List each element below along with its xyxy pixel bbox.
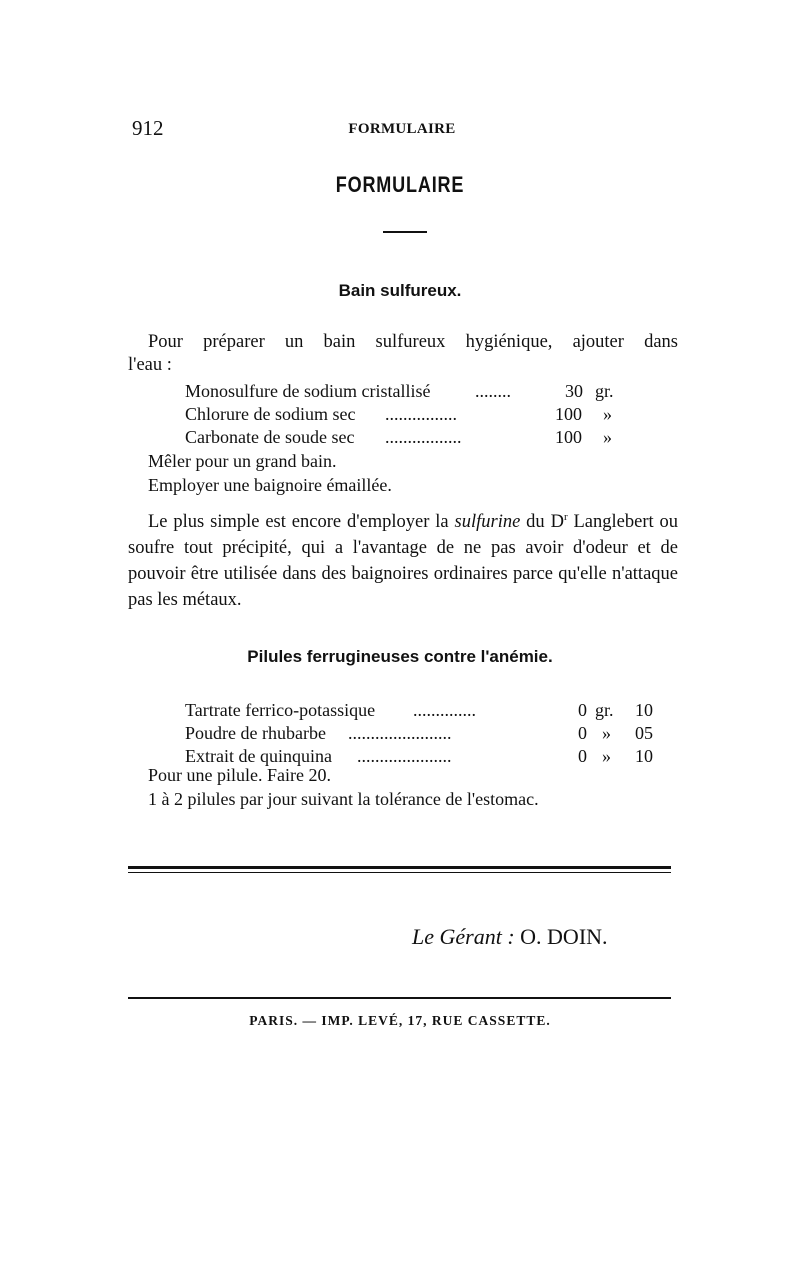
gerant-signature — [412, 924, 608, 950]
ingredient-name: Chlorure de sodium sec — [185, 404, 356, 424]
ingredient-decimal: 10 — [635, 746, 653, 766]
note-superscript: r — [563, 511, 568, 523]
page-number: 912 — [132, 116, 164, 140]
intro-paragraph — [128, 329, 678, 378]
intro-line-1: Pour préparer un bain sulfureux hygiénique, ajouter dans — [148, 332, 678, 352]
leader-dots: ................ — [385, 404, 457, 424]
bottom-rule — [128, 997, 671, 999]
instruction-line: Mêler pour un grand bain. — [148, 451, 337, 471]
ingredient-qty: 0 — [578, 700, 587, 720]
section-title-bain: Bain sulfureux. — [338, 281, 462, 300]
ingredient-unit: gr. — [595, 700, 614, 720]
instruction-line: Employer une baignoire émaillée. — [148, 475, 392, 495]
note-text-after: Langlebert ou soufre tout précipité, qui a l'avantage de ne pas avoir d'odeur et de pouvoir être utilisée dans des baignoires ordinaires parce qu'elle n'attaque pas les métaux. — [128, 512, 679, 611]
leader-dots: ................. — [385, 427, 462, 447]
ingredient-unit: » — [602, 723, 611, 743]
double-rule-divider — [128, 866, 671, 873]
gerant-name: O. DOIN. — [520, 924, 608, 949]
leader-dots: .............. — [413, 700, 476, 720]
section-title-pilules: Pilules ferrugineuses contre l'anémie. — [247, 647, 553, 666]
ingredient-decimal: 05 — [635, 723, 653, 743]
leader-dots: ..................... — [357, 746, 452, 766]
ingredient-unit: » — [603, 427, 612, 447]
ingredient-name: Extrait de quinquina — [185, 746, 332, 766]
leader-dots: ........ — [475, 381, 511, 401]
ingredient-unit: gr. — [595, 381, 614, 401]
page-header — [132, 116, 672, 146]
ingredient-qty: 0 — [578, 746, 587, 766]
ingredient-name: Poudre de rhubarbe — [185, 723, 326, 743]
ingredient-unit: » — [602, 746, 611, 766]
ingredient-name: Tartrate ferrico-potassique — [185, 700, 376, 720]
main-title: FORMULAIRE — [335, 172, 465, 197]
leader-dots: ....................... — [348, 723, 452, 743]
note-text-before: Le plus simple est encore d'employer la — [148, 512, 455, 533]
instruction-line: Pour une pilule. Faire 20. — [148, 765, 331, 785]
title-rule — [383, 231, 427, 233]
ingredient-decimal: 10 — [635, 700, 653, 720]
ingredient-unit: » — [603, 404, 612, 424]
ingredient-qty: 0 — [578, 723, 587, 743]
instructions-pilules — [148, 763, 539, 811]
gerant-label: Le Gérant : — [412, 924, 515, 949]
ingredient-qty: 100 — [555, 404, 582, 424]
instruction-line: 1 à 2 pilules par jour suivant la tolérance de l'estomac. — [148, 789, 539, 809]
note-text-middle: du D — [520, 512, 564, 533]
instructions-bain — [148, 449, 392, 497]
running-head: FORMULAIRE — [348, 121, 456, 137]
note-paragraph — [128, 504, 678, 613]
ingredient-name: Monosulfure de sodium cristallisé — [185, 381, 431, 401]
ingredient-qty: 100 — [555, 427, 582, 447]
intro-line-2: l'eau : — [128, 355, 172, 375]
ingredient-name: Carbonate de soude sec — [185, 427, 355, 447]
ingredient-qty: 30 — [565, 381, 583, 401]
note-italic: sulfurine — [454, 512, 521, 533]
printer-imprint: PARIS. — IMP. LEVÉ, 17, RUE CASSETTE. — [249, 1013, 551, 1028]
